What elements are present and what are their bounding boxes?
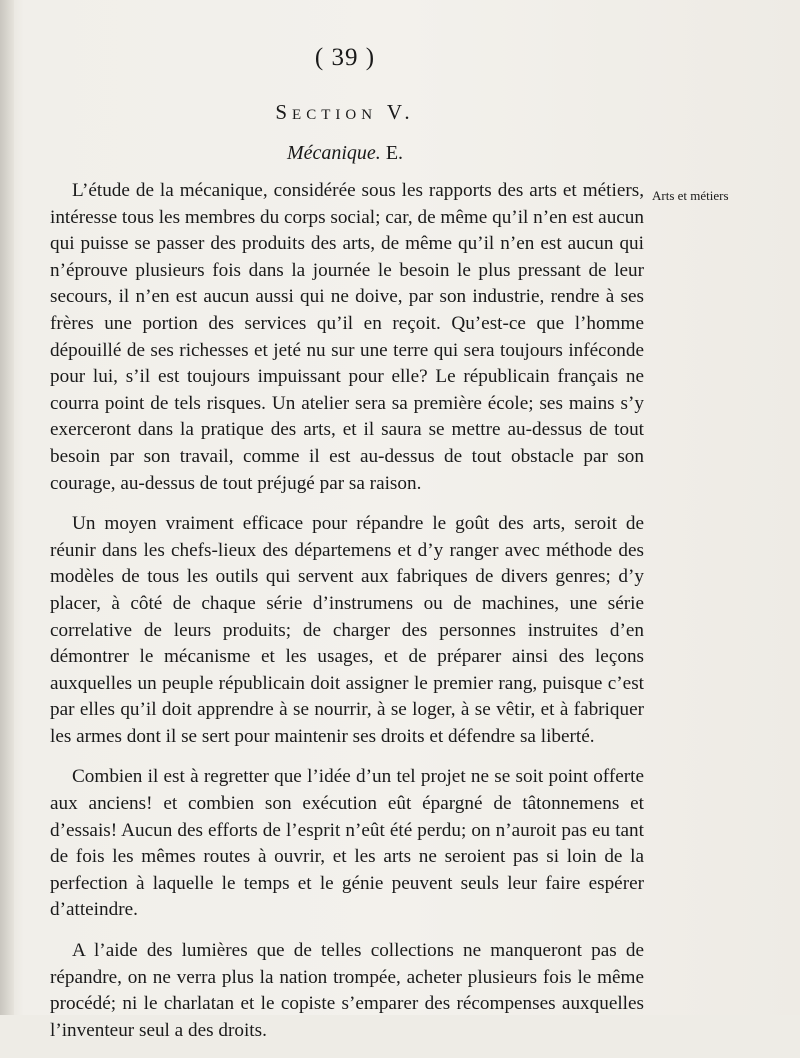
subtitle (0, 142, 690, 165)
paragraph: Un moyen vraiment efficace pour répandre le goût des arts, seroit de réunir dans les chefs-lieux des départemens et d’y ranger avec méthode des modèles de tous les outils qui servent aux fabriques de divers genres; d’y placer, à côté de chaque série d’instrumens ou de machines, une série correlative de leurs produits; de charger des personnes instruites d’en démontrer le mécanisme et les usages, et de préparer ainsi des leçons auxquelles un peuple républicain doit assigner le premier rang, puisque c’est par elles qu’il doit apprendre à se nourrir, à se loger, à se vêtir, et à fabriquer les armes dont il se sert pour maintenir ses droits et défendre sa liberté. (50, 513, 644, 747)
paragraph: L’étude de la mécanique, considérée sous les rapports des arts et métiers, intéresse tous les membres du corps social; car, de même qu’il n’en est aucun qui puisse se passer des produits des arts, de même qu’il n’en est aucun qui n’éprouve plusieurs fois dans la journée le besoin le plus pressant de leur secours, il n’en est aucun aussi qui ne doive, par son industrie, rendre à ses frères une portion des services qu’il en reçoit. Qu’est-ce que l’homme dépouillé de ses richesses et jeté nu sur une terre qui sera toujours inféconde pour lui, s’il est toujours impuissant pour elle? Le républicain français ne courra point de tels risques. Un atelier sera sa première école; ses mains s’y exerceront dans la pratique des arts, et il saura se mettre au-dessus de tout besoin par son travail, comme il est au-dessus de tout obstacle par son courage, au-dessus de tout préjugé par sa raison. (50, 180, 644, 494)
margin-note: Arts et métiers (652, 188, 729, 203)
page-number: ( 39 ) (314, 44, 376, 71)
paragraph: Combien il est à regretter que l’idée d’un tel projet ne se soit point offerte aux anciens! et combien son exécution eût épargné de tâtonnemens et d’essais! Aucun des efforts de l’esprit n’eût été perdu; on n’auroit pas eu tant de fois les mêmes routes à ouvrir, et les arts ne seroient pas si loin de la perfection à laquelle le temps et le génie peuvent seuls leur faire espérer d’atteindre. (50, 766, 644, 921)
subtitle-text: Mécanique. (286, 142, 381, 164)
paragraph: A l’aide des lumières que de telles collections ne manqueront pas de répandre, on ne verra plus la nation trompée, acheter plusieurs fois le même procédé; ni le charlatan et le copiste s’emparer des récompenses auxquelles l’inventeur seul a des droits. (50, 940, 644, 1041)
subtitle-mark: E. (380, 142, 404, 164)
section-heading: Section V. (275, 100, 415, 124)
body-text (50, 178, 644, 1058)
